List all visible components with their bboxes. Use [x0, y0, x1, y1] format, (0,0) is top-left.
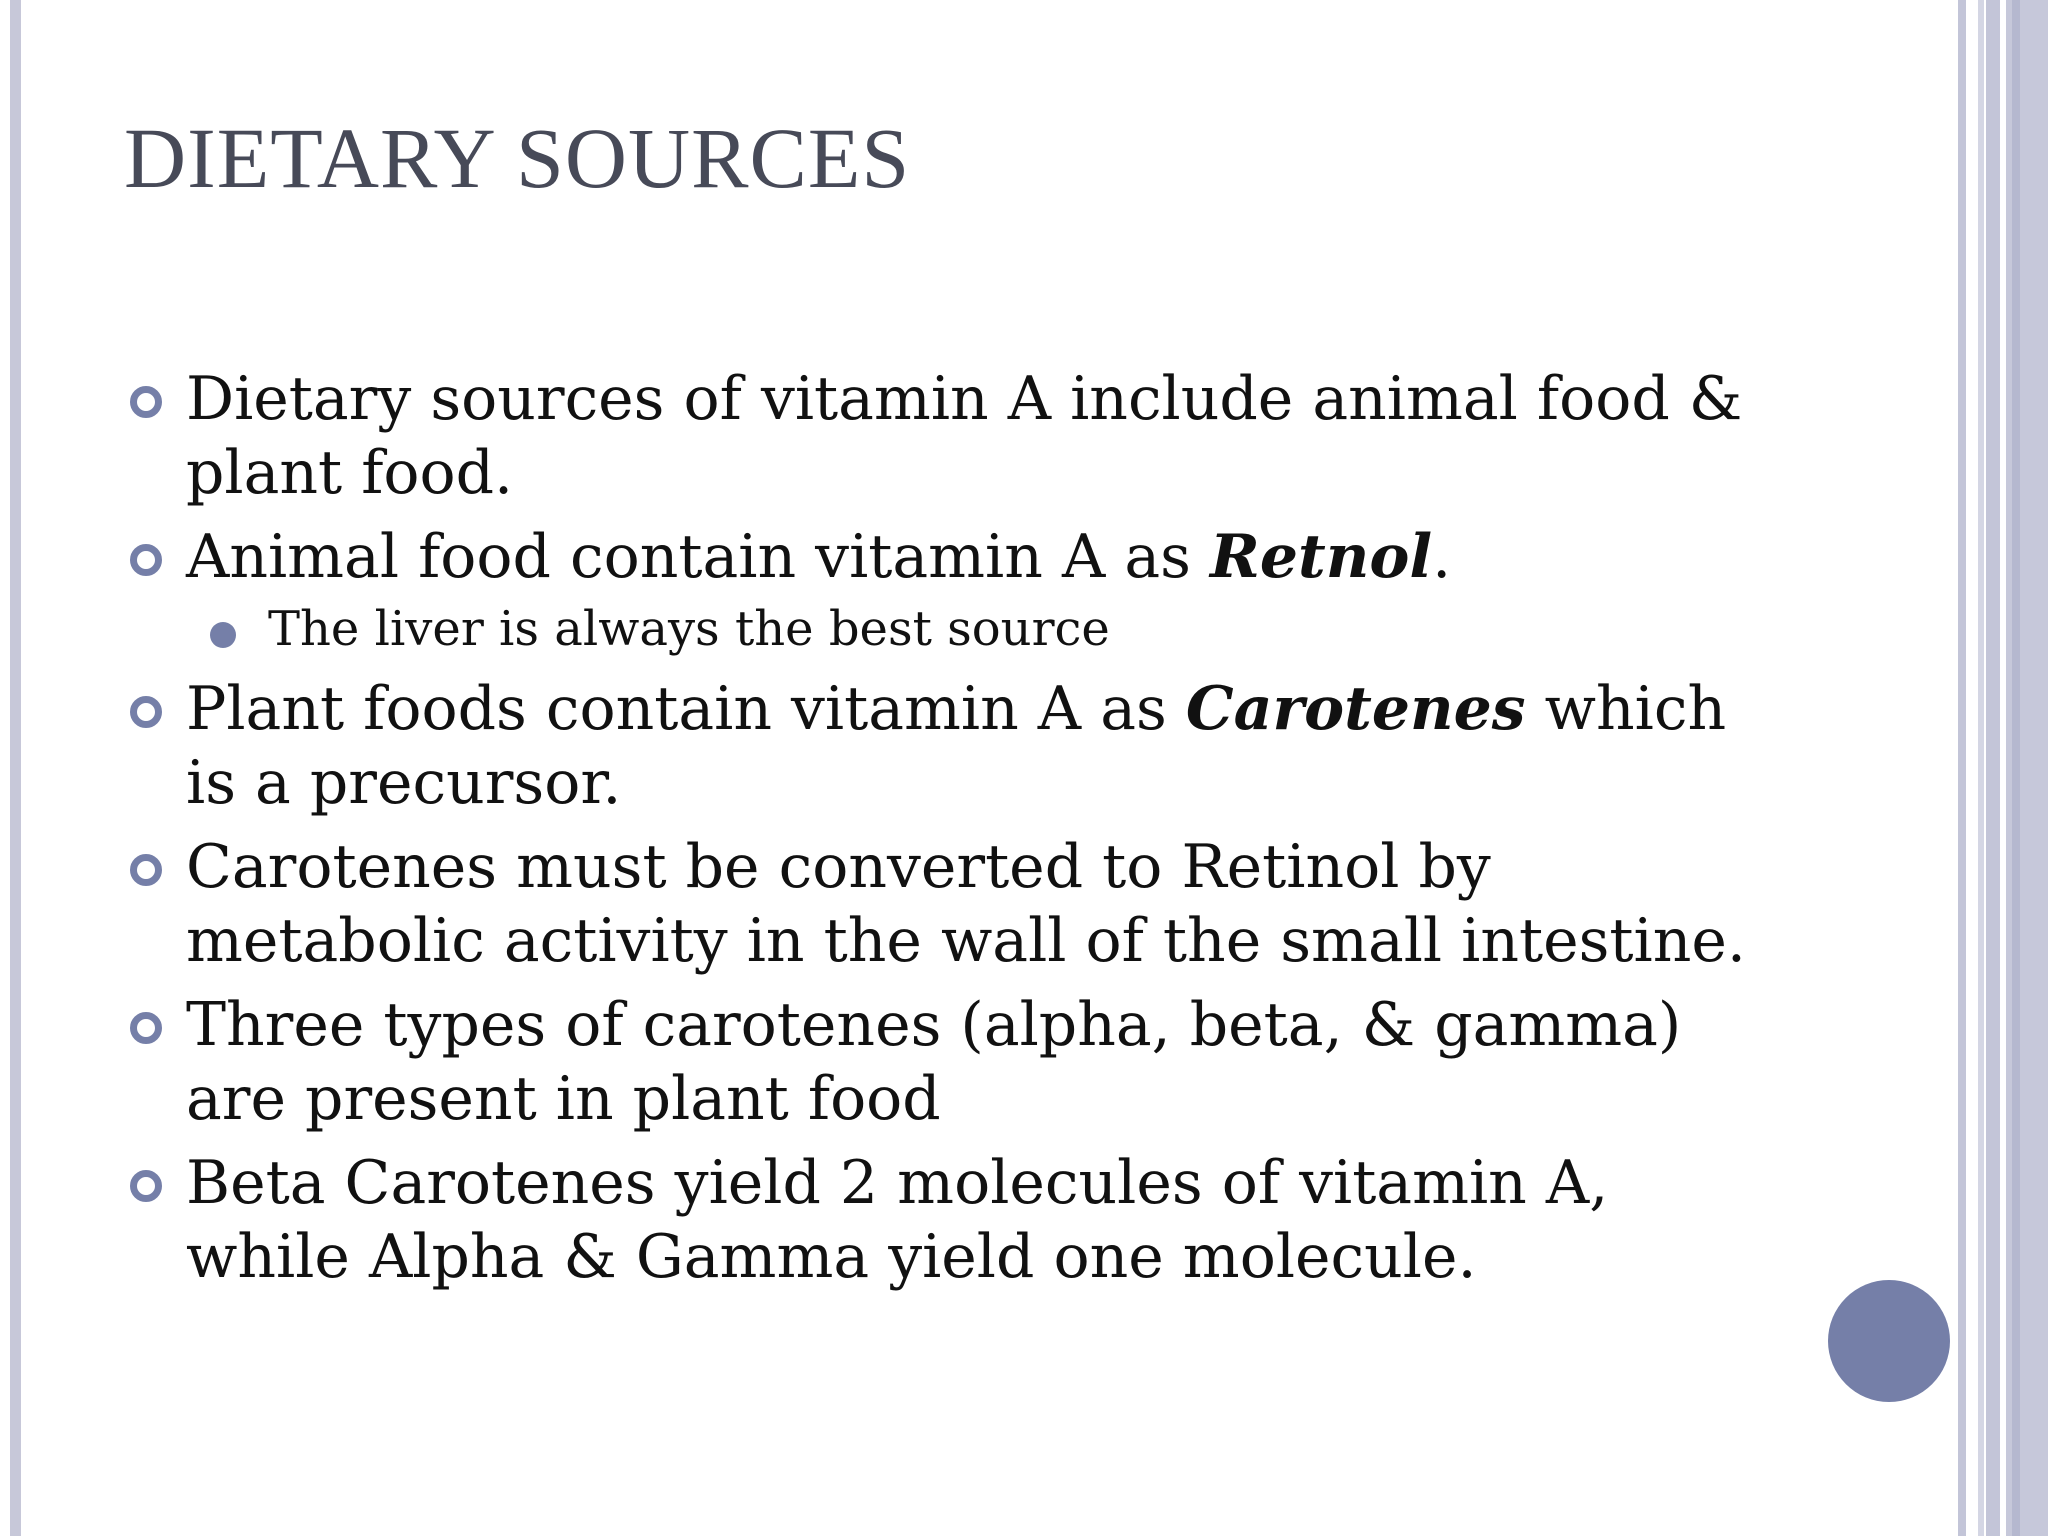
- bullet-item: [126, 830, 1766, 978]
- bullet-item: [126, 988, 1766, 1136]
- ring-bullet-icon: [130, 386, 162, 418]
- right-border-frame: [1958, 0, 2048, 1536]
- bullet-text-end: which is a precursor.: [186, 674, 1727, 818]
- dot-bullet-icon: [210, 622, 236, 648]
- bullet-text: Beta Carotenes yield 2 molecules of vitamin A, while Alpha & Gamma yield one molecule.: [186, 1148, 1609, 1292]
- sub-bullet-item: [126, 598, 1766, 660]
- right-border-stripe: [1958, 0, 1966, 1536]
- ring-bullet-icon: [130, 854, 162, 886]
- sub-bullet-text: The liver is always the best source: [268, 601, 1110, 657]
- bullet-emphasis: Carotenes: [1185, 674, 1526, 744]
- right-border-stripe: [1978, 0, 1984, 1536]
- right-border-stripe: [2012, 0, 2020, 1536]
- ring-bullet-icon: [130, 696, 162, 728]
- bullet-item: [126, 672, 1766, 820]
- ring-bullet-icon: [130, 1012, 162, 1044]
- bullet-list: [126, 362, 1766, 1304]
- bullet-item: [126, 1146, 1766, 1294]
- bullet-item: [126, 520, 1766, 594]
- bullet-text: Carotenes must be converted to Retinol by metabolic activity in the wall of the small intestine.: [186, 832, 1746, 976]
- bullet-text: Dietary sources of vitamin A include animal food & plant food.: [186, 364, 1743, 508]
- bullet-emphasis: Retnol: [1209, 522, 1433, 592]
- bullet-text: Three types of carotenes (alpha, beta, & gamma) are present in plant food: [186, 990, 1682, 1134]
- decorative-circle: [1828, 1280, 1950, 1402]
- bullet-text-end: .: [1432, 522, 1452, 592]
- bullet-text: Plant foods contain vitamin A as: [186, 674, 1186, 744]
- ring-bullet-icon: [130, 1170, 162, 1202]
- slide-title: DIETARY SOURCES: [124, 110, 911, 206]
- ring-bullet-icon: [130, 544, 162, 576]
- bullet-text: Animal food contain vitamin A as: [186, 522, 1210, 592]
- right-border-stripe: [1986, 0, 2000, 1536]
- bullet-item: [126, 362, 1766, 510]
- left-border-bar: [10, 0, 21, 1536]
